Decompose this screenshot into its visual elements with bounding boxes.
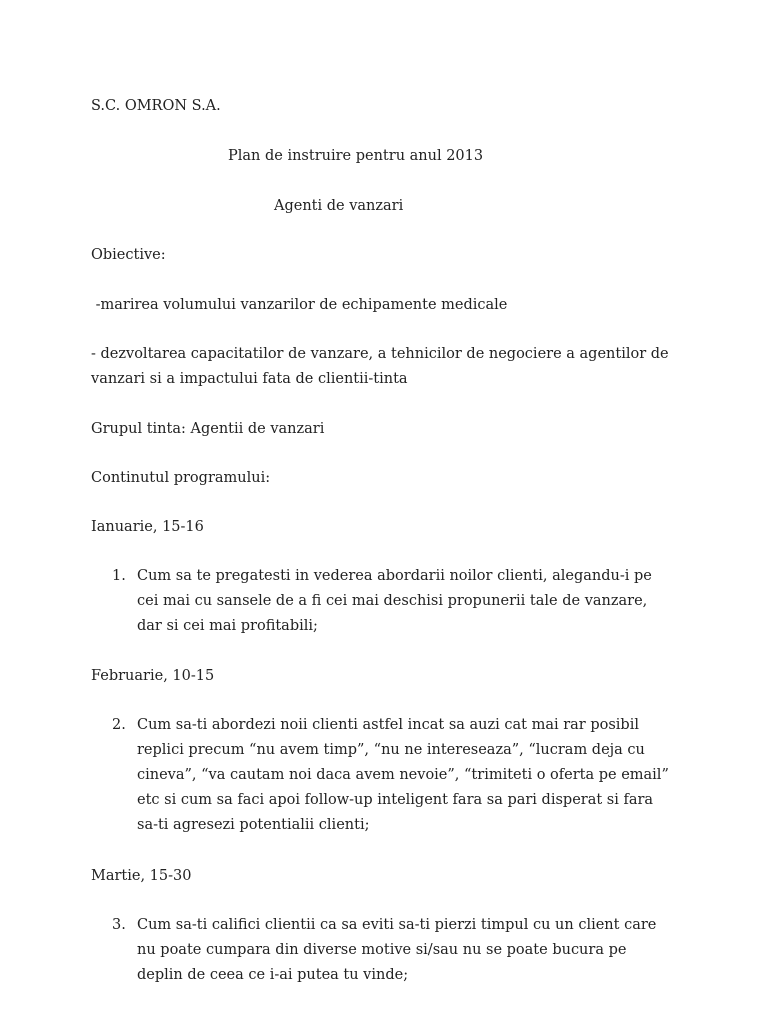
objectives-label: Obiective: — [91, 247, 166, 263]
section-date: Martie, 15-30 — [91, 868, 192, 884]
company-name: S.C. OMRON S.A. — [91, 98, 221, 114]
list-item — [112, 564, 672, 639]
section-date: Februarie, 10-15 — [91, 668, 215, 684]
list-item-text: Cum sa te pregatesti in vederea abordarii noilor clienti, alegandu-i pe cei mai cu sansele de a fi cei mai deschisi propunerii tale de vanzare, dar si cei mai profitabili; — [137, 568, 652, 634]
list-item-text: Cum sa-ti califici clientii ca sa eviti sa-ti pierzi timpul cu un client care nu poate cumpara din diverse motive si/sau nu se poate bucura pe deplin de ceea ce i-ai putea tu vinde; — [137, 917, 657, 983]
section-date: Ianuarie, 15-16 — [91, 519, 204, 535]
list-item-number: 1. — [112, 568, 126, 584]
list-item-number: 2. — [112, 717, 126, 733]
objective-1: -marirea volumului vanzarilor de echipamente medicale — [91, 297, 508, 313]
list-item-text: Cum sa-ti abordezi noii clienti astfel incat sa auzi cat mai rar posibil replici precum “nu avem timp”, “nu ne intereseaza”, “lucram deja cu cineva”, “va cautam noi daca avem nevoie”, “trimiteti o oferta pe email” etc si cum sa faci apoi follow-up inteligent fara sa pari disperat si fara sa-ti agresezi potentialii clienti; — [137, 717, 669, 833]
target-group: Grupul tinta: Agentii de vanzari — [91, 421, 325, 437]
list-item — [112, 713, 672, 838]
list-item — [112, 913, 672, 988]
objective-2: - dezvoltarea capacitatilor de vanzare, a tehnicilor de negociere a agentilor de vanzari si a impactului fata de clientii-tinta — [91, 346, 669, 387]
list-item-number: 3. — [112, 917, 126, 933]
document-title: Plan de instruire pentru anul 2013 — [228, 148, 484, 164]
content-label: Continutul programului: — [91, 470, 271, 486]
document-subtitle: Agenti de vanzari — [274, 198, 404, 214]
